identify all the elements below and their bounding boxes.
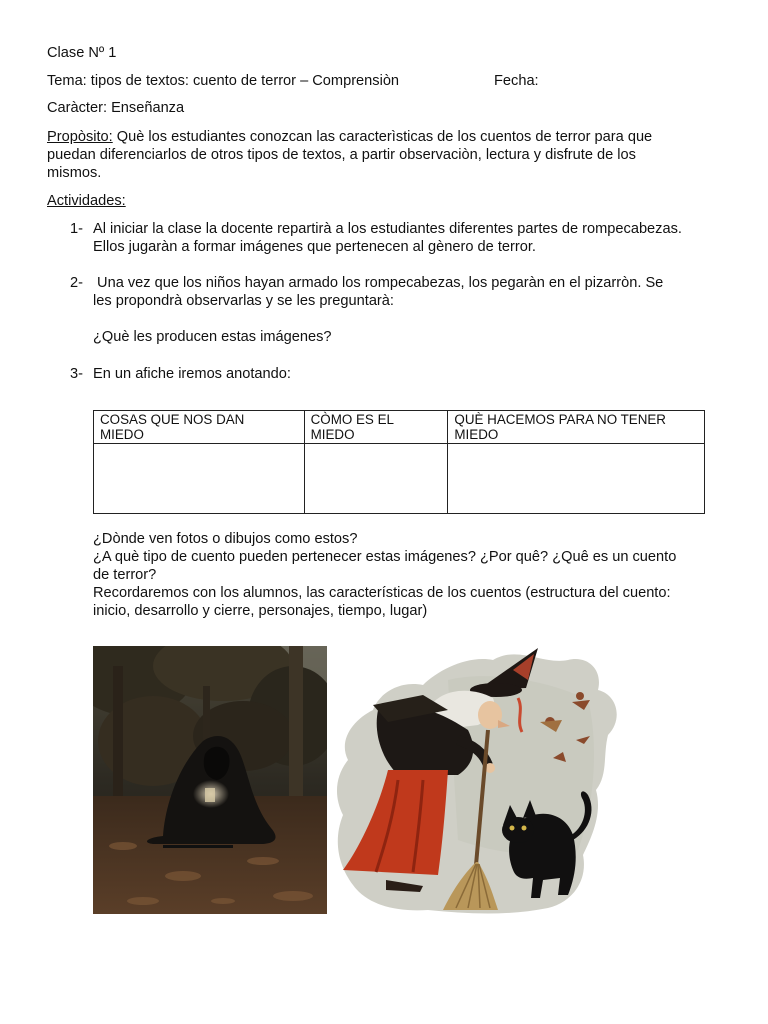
table-header-row <box>94 411 705 444</box>
activity-text <box>93 220 728 256</box>
class-number: Clase Nº 1 <box>47 45 117 61</box>
table-cell <box>94 444 305 514</box>
activity-line: Al iniciar la clase la docente repartirà a los estudiantes diferentes partes de rompecabezas. <box>93 221 682 237</box>
table-cell <box>448 444 705 514</box>
purpose-line-1: Què los estudiantes conozcan las caracterìsticas de los cuentos de terror para que <box>112 129 653 145</box>
fears-table <box>93 410 705 514</box>
purpose-label: Propòsito: <box>47 129 113 145</box>
follow-up-questions <box>93 530 723 620</box>
purpose-paragraph <box>47 128 727 182</box>
review-line-2: inicio, desarrollo y cierre, personajes, tiempo, lugar) <box>93 603 428 619</box>
purpose-line-3: mismos. <box>47 165 102 181</box>
witch-with-broom-and-cat-icon <box>328 640 624 916</box>
table-header-cell <box>94 411 305 444</box>
table-header-cell <box>304 411 448 444</box>
hooded-figure-photo <box>93 646 327 914</box>
activity-line: Una vez que los niños hayan armado los rompecabezas, los pegaràn en el pizarròn. Se <box>93 275 664 291</box>
character-line: Caràcter: Enseñanza <box>47 100 185 116</box>
activity-text <box>93 365 728 383</box>
activity-number: 3- <box>70 366 83 382</box>
header-text: QUÈ HACEMOS PARA NO TENER <box>454 412 666 427</box>
activity-number: 2- <box>70 275 83 291</box>
witch-illustration <box>328 640 624 916</box>
hooded-figure-forest-icon <box>93 646 327 914</box>
question-type-line-1: ¿A què tipo de cuento pueden pertenecer estas imágenes? ¿Por quê? ¿Quê es un cuento <box>93 549 677 565</box>
header-text: MIEDO <box>310 427 355 442</box>
table-header-cell <box>448 411 705 444</box>
activity-question: ¿Què les producen estas imágenes? <box>93 329 332 345</box>
table-row <box>94 444 705 514</box>
question-where: ¿Dònde ven fotos o dibujos como estos? <box>93 531 358 547</box>
activity-line: les propondrà observarlas y se les preguntarà: <box>93 293 394 309</box>
review-line-1: Recordaremos con los alumnos, las características de los cuentos (estructura del cuento: <box>93 585 671 601</box>
topic-text: Tema: tipos de textos: cuento de terror – Comprensiòn <box>47 73 400 89</box>
header-text: MIEDO <box>100 427 144 442</box>
purpose-line-2: puedan diferenciarlos de otros tipos de textos, a partir observaciòn, lectura y disfrute de los <box>47 147 636 163</box>
header-text: CÒMO ES EL <box>310 412 394 427</box>
table-cell <box>304 444 448 514</box>
activities-heading: Actividades: <box>47 193 126 209</box>
activity-line: Ellos jugaràn a formar imágenes que pertenecen al gènero de terror. <box>93 239 536 255</box>
topic-line <box>47 72 399 90</box>
header-text: COSAS QUE NOS DAN <box>100 412 245 427</box>
activity-text <box>93 274 728 346</box>
date-label: Fecha: <box>494 73 539 89</box>
header-text: MIEDO <box>454 427 499 442</box>
question-type-line-2: de terror? <box>93 567 157 583</box>
activity-number: 1- <box>70 221 83 237</box>
activity-line: En un afiche iremos anotando: <box>93 366 291 382</box>
